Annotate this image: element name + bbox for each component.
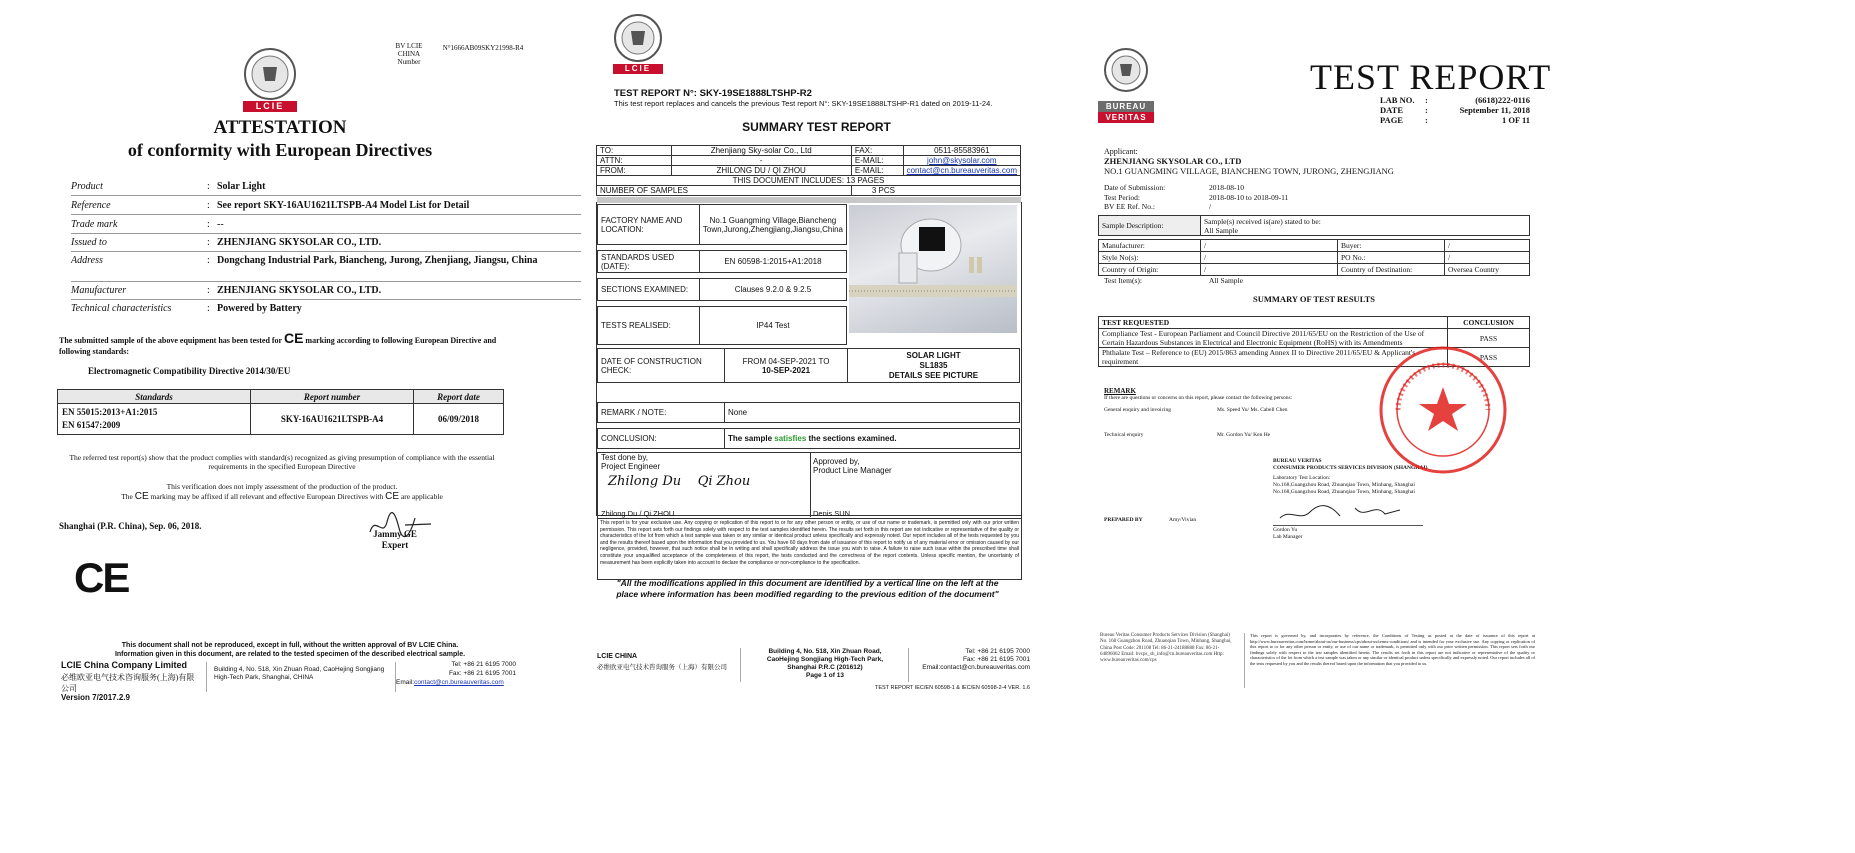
- product-photo: [849, 205, 1017, 333]
- p2-main-table: [597, 204, 847, 345]
- p3-applicant-name: ZHENJIANG SKYSOLAR CO., LTD: [1104, 156, 1242, 166]
- po-value: /: [1445, 252, 1530, 264]
- fax-label: FAX:: [851, 146, 903, 156]
- remark-label: REMARK / NOTE:: [598, 403, 725, 423]
- version: Version 7/2017.2.9: [61, 693, 130, 702]
- project-engineer-label: Project Engineer: [601, 462, 661, 471]
- report-date-cell: 06/09/2018: [414, 404, 504, 435]
- verification-line2b: marking may be affixed if all relevant and effective European Directives with: [150, 492, 384, 501]
- field-value: Dongchang Industrial Park, Biancheng, Jurong, Zhenjiang, Jiangsu, China: [217, 255, 538, 266]
- doc-label: DATE OF CONSTRUCTION CHECK:: [598, 349, 725, 383]
- result-1: PASS: [1448, 329, 1530, 348]
- ce-mark-inline-3: CE: [385, 491, 400, 502]
- remark-value: None: [725, 403, 1020, 423]
- p2-tel: Tel: +86 21 6195 7000: [965, 648, 1030, 655]
- product-line-2: SL1835: [919, 360, 948, 370]
- p2-summary-title: SUMMARY TEST REPORT: [742, 120, 891, 134]
- pages-line: THIS DOCUMENT INCLUDES: 13 PAGES: [597, 176, 1021, 186]
- attestation-title: ATTESTATION: [213, 117, 347, 138]
- technical-label: Technical enquiry: [1104, 432, 1144, 438]
- p2-logo: [613, 12, 663, 64]
- place-date: Shanghai (P.R. China), Sep. 06, 2018.: [59, 521, 202, 531]
- address-line-2: CaoHejing Songjiang High-Tech Park,: [766, 656, 884, 663]
- ce-mark-inline-2: CE: [134, 491, 149, 502]
- factory-label: FACTORY NAME AND LOCATION:: [598, 205, 700, 245]
- fax-value: 0511-85583961: [903, 146, 1020, 156]
- date-value: September 11, 2018: [1459, 105, 1530, 115]
- origin-label: Country of Origin:: [1099, 264, 1201, 276]
- product-info: [848, 349, 1020, 383]
- sections-label: SECTIONS EXAMINED:: [598, 279, 700, 301]
- footer-notice-1: This document shall not be reproduced, except in full, without the written approval of BV LCIE China.: [121, 642, 459, 649]
- email1-value[interactable]: john@skysolar.com: [927, 156, 997, 165]
- standard-2: EN 61547:2009: [62, 420, 121, 430]
- po-label: PO No.:: [1338, 252, 1445, 264]
- p3-logo-seal: [1103, 42, 1149, 100]
- lab-location-label: Laboratory Test Location:: [1273, 475, 1331, 481]
- p3-logo-bureau: BUREAU: [1098, 101, 1154, 112]
- email2-value[interactable]: contact@cn.bureauveritas.com: [906, 166, 1017, 175]
- verification-line2: [62, 491, 502, 502]
- p3-footer-left: Bureau Veritas Consumer Products Services Division (Shanghai) No. 168 Guangzhou Road, Zhuanqiao Town, Minhang, Shanghai, China Post Code: 201108 Tel: 86-21-24188888 Fax: 86-21-64896062 Email: bvcps_sh_info@cn.bureauveritas.com Http: www.bureauveritas.com/cps: [1100, 633, 1232, 664]
- manager-label: Product Line Manager: [813, 466, 892, 475]
- email2-label: E-MAIL:: [851, 166, 903, 176]
- field-value: ZHENJIANG SKYSOLAR CO., LTD.: [217, 285, 382, 296]
- p2-email-label: Email:: [922, 664, 941, 671]
- general-label: General enquiry and invoicing: [1104, 407, 1172, 413]
- p2-footer-company: LCIE CHINA: [597, 653, 638, 660]
- ref-value: /: [1209, 202, 1212, 211]
- p2-disclaimer: This report is for your exclusive use. Any copying or replication of this report to or for any other person or entity, or use of our name or trademark, is permitted only with our prior written permission. This report sets forth our findings solely with respect to the test samples identified herein. The results set forth in this report are not indicative or representative of the quality or characteristics of the lot from which a test sample was taken or any similar or identical product unless specifically and expressly noted. Our report includes all of the tests requested by you and the results thereof based upon the information that you provided to us. You have 60 days from date of issuance of this report to notify us of any material error or omission caused by our negligence, provided, however, that such notice shall be in writing and shall specifically address the issue you wish to raise. A failure to raise such issue within the prescribed time shall constitute your unqualified acceptance of the completeness of this report, the tests conducted and the correctness of the report contents. Unless specific mention, the uncertainty of measurement has been explicitly taken into account to declare the compliance or non-compliance to the specification.: [597, 518, 1022, 580]
- conclusion-satisfies: satisfies: [774, 434, 807, 443]
- buyer-value: /: [1445, 240, 1530, 252]
- p3-dates: [1104, 183, 1288, 212]
- tests-label: TESTS REALISED:: [598, 307, 700, 345]
- p3-bv-name: BUREAU VERITAS: [1273, 458, 1322, 464]
- sample-value-2: All Sample: [1204, 225, 1238, 235]
- doc-value: [725, 349, 848, 383]
- lab-no-label: LAB NO.: [1380, 95, 1415, 105]
- sample-value: [1201, 216, 1530, 236]
- header-meta-value: N°1666AB09SKY21998-R4: [442, 44, 524, 52]
- manufacturer-label: Manufacturer:: [1099, 240, 1201, 252]
- p3-prepared-label: PREPARED BY: [1104, 517, 1143, 523]
- footer-company: LCIE China Company Limited: [61, 660, 188, 670]
- verification-line2c: are applicable: [400, 492, 443, 501]
- period-label: Test Period:: [1104, 192, 1140, 202]
- field-label: Product: [71, 181, 103, 192]
- standards-value: EN 60598-1:2015+A1:2018: [699, 251, 846, 273]
- p3-remark-text: If there are questions or concerns on this report, please contact the following persons:: [1104, 395, 1293, 401]
- bureau-veritas-seal: [243, 47, 297, 101]
- from-value: ZHILONG DU / QI ZHOU: [671, 166, 851, 176]
- report-number-cell: SKY-16AU1621LTSPB-A4: [251, 404, 414, 435]
- p3-official-seal: [1378, 345, 1508, 475]
- attestation-page: LCIE BV LCIE CHINA Number N°1666AB09SKY21998-R4 ATTESTATION of conformity with European Directives Product : Solar Light Reference : See report SKY-16AU1621LTSPB-A4 Model List for Detail Trade mark : -- Issued to : ZHENJIANG SKYSOLAR CO., LTD. Address : Dongchang Industrial Park, Biancheng, Jurong, Zhenjiang, Jiangsu, China Manufacturer : ZHENJIANG SKYSOLAR CO., LTD. Technical characteristics : Powered by Battery The submitted sample of the above equipment has been tested for CE marking according to following European Directive and following standards: Electromagnetic Compatibility Directive 2014/30/EU Standards Report number Report date EN 55015:2013+A1:2015 EN 61547:2009 SKY-16AU1621LTSPB-A4 06/09/2018 The referred test report(s) show that the product complies with standard(s) recognized as giving presumption of compliance with the essential requirements in the specified European Directive This verification does not imply assessment of the production of the product. The CE marking may be affixed if all relevant and effective European Directives with CE are applicable Shanghai (P.R. China), Sep. 06, 2018. Jammy GE Expert CE This document shall not be reproduced, except in full, without the written approval of BV LCIE China. Information given in this document, are related to the tested specimen of the described electrical sample. LCIE China Company Limited 必维欧亚电气技术咨询服务(上海)有限公司 Building 4, No. 518, Xin Zhuan Road, CaoHejing Songjiang High-Tech Park, Shanghai, CHINA Tel: +86 21 6195 7000 Fax: +86 21 6195 7001 Email:contact@cn.bureauveritas.com Version 7/2017.2.9: [0, 0, 650, 853]
- p3-applicant-label: Applicant:: [1104, 147, 1138, 156]
- lcie-label: LCIE: [243, 101, 297, 112]
- directive-name: Electromagnetic Compatibility Directive 2014/30/EU: [88, 366, 291, 376]
- p3-prepared-value: Amy/Vivian: [1169, 517, 1197, 523]
- lab-address-2: No.168,Guangzhou Road, Zhuanqiao Town, Minhang, Shanghai: [1273, 489, 1415, 495]
- test-done: [601, 453, 660, 471]
- p3-bv-division: CONSUMER PRODUCTS SERVICES DIVISION (SHANGHAI): [1273, 465, 1428, 471]
- samples-label: NUMBER OF SAMPLES: [597, 186, 852, 196]
- col-standards: Standards: [58, 390, 251, 404]
- sample-label: Sample Description:: [1099, 216, 1201, 236]
- standard-1: EN 55015:2013+A1:2015: [62, 407, 158, 417]
- field-label: Address: [71, 255, 103, 266]
- sections-value: Clauses 9.2.0 & 9.2.5: [699, 279, 846, 301]
- conclusion-value: [725, 429, 1020, 449]
- test-2: Phthalate Test – Reference to (EU) 2015/863 amending Annex II to Directive 2011/65/EU & Applicant's requirement: [1099, 348, 1448, 367]
- samples-value: 3 PCS: [851, 186, 1020, 196]
- attn-label: ATTN:: [597, 156, 672, 166]
- signer-1: Zhilong Du / Qi ZHOU: [601, 509, 675, 518]
- email1-label: E-MAIL:: [851, 156, 903, 166]
- test-done-label: Test done by,: [601, 453, 648, 462]
- origin-value: /: [1201, 264, 1338, 276]
- tests-value: IP44 Test: [699, 307, 846, 345]
- statement-part1: The submitted sample of the above equipment has been tested for: [59, 336, 282, 345]
- header-meta-label: BV LCIE CHINA Number: [395, 42, 423, 66]
- conclusion-label: CONCLUSION:: [598, 429, 725, 449]
- p2-report-no: TEST REPORT N°: SKY-19SE1888LTSHP-R2: [614, 88, 812, 99]
- p3-footer-right: This report is governed by, and incorporates by reference, the Conditions of Testing as posted at the date of issuance of this report at http://www.bureauveritas.com/home/about-us/our-business/cps/about-us/terms-conditions/ and is intended for your exclusive use. Any copying or replication of this report to or for any other person or entity, or use of our name or trademark, is permitted only with our prior written permission. This report sets forth our findings solely with respect to the test samples identified herein. The results set forth in this report are not indicative or representative of the quality or characteristics of the lot from which a test sample was taken or any similar or identical product unless specifically and expressly noted. Our report includes all of the tests requested by you and the results thereof based upon the information that you provided to us.: [1250, 633, 1535, 666]
- ce-mark-inline: CE: [283, 330, 304, 346]
- submission-value: 2018-08-10: [1209, 183, 1244, 192]
- address-line-3: Shanghai P.R.C (201612): [787, 664, 863, 671]
- p3-general: [1104, 407, 1288, 413]
- footer-email: [396, 679, 526, 686]
- attestation-subtitle: of conformity with European Directives: [127, 140, 433, 160]
- p2-footer-contact: [910, 648, 1030, 672]
- doc-value-1: FROM 04-SEP-2021 TO: [742, 356, 830, 366]
- p2-lcie-label: LCIE: [613, 64, 663, 74]
- submission-label: Date of Submission:: [1104, 183, 1166, 192]
- p3-title: TEST REPORT: [1310, 57, 1552, 97]
- approved-by: [813, 457, 892, 475]
- field-label: Trade mark: [71, 219, 118, 230]
- footer-fax: Fax: +86 21 6195 7001: [448, 670, 516, 677]
- email-label: Email:: [396, 679, 415, 686]
- p2-footer-ref: TEST REPORT IEC/EN 60598-1 & IEC/EN 60598-2-4 VER. 1.6: [875, 685, 1030, 691]
- p3-items: [1104, 276, 1243, 285]
- field-value: ZHENJIANG SKYSOLAR CO., LTD.: [217, 237, 382, 248]
- verification-line1: This verification does not imply assessment of the production of the product.: [166, 482, 398, 491]
- footer-page-number: Page 1 of 13: [806, 672, 844, 679]
- sample-value-1: Sample(s) received is(are) stated to be:: [1204, 216, 1321, 226]
- lab-address-1: No.168,Guangzhou Road, Zhuanqiao Town, Minhang, Shanghai: [1273, 482, 1415, 488]
- p2-construction-table: [597, 348, 1020, 449]
- p3-signer-title: Lab Manager: [1273, 534, 1303, 540]
- footer-tel: Tel: +86 21 6195 7000: [451, 661, 516, 668]
- p3-logo-veritas: VERITAS: [1098, 112, 1154, 123]
- col-report-number: Report number: [251, 390, 414, 404]
- field-label: Technical characteristics: [71, 303, 172, 314]
- p3-meta: LAB NO. : (6618)222-0116 DATE : September 11, 2018 PAGE : 1 OF 11: [1380, 95, 1530, 125]
- p3-remark-title: REMARK: [1104, 387, 1136, 395]
- field-value: Solar Light: [217, 181, 266, 192]
- ref-label: BV EE Ref. No.:: [1104, 202, 1155, 211]
- page-label: PAGE: [1380, 115, 1403, 125]
- p3-lab-location: [1273, 475, 1415, 496]
- p3-signer-name: Gordon Yu: [1273, 527, 1298, 533]
- standards-cell: [58, 404, 251, 435]
- product-line-3: DETAILS SEE PICTURE: [888, 370, 979, 380]
- col-conclusion: CONCLUSION: [1448, 317, 1530, 329]
- p3-sample-table: [1098, 215, 1530, 276]
- to-value: Zhenjiang Sky-solar Co., Ltd: [671, 146, 851, 156]
- statement-part2: marking according to following European Directive and following standards:: [59, 336, 497, 356]
- signatory-name: Jammy GE: [373, 529, 417, 539]
- field-label: Issued to: [71, 237, 107, 248]
- result-2: PASS: [1448, 348, 1530, 367]
- buyer-label: Buyer:: [1338, 240, 1445, 252]
- footer-notice-2: Information given in this document, are related to the tested specimen of the described electrical sample.: [114, 651, 466, 658]
- destination-label: Country of Destination:: [1338, 264, 1445, 276]
- big-ce-mark: CE: [74, 554, 129, 601]
- email-link[interactable]: contact@cn.bureauveritas.com: [414, 679, 504, 686]
- destination-value: Oversea Country: [1445, 264, 1530, 276]
- product-line-1: SOLAR LIGHT: [906, 350, 961, 360]
- conclusion-a: The sample: [728, 434, 773, 443]
- factory-value: No.1 Guangming Village,Biancheng Town,Jurong,Zhengjiang,Jiangsu,China: [699, 205, 846, 245]
- attn-value: -: [671, 156, 851, 166]
- field-value: --: [217, 219, 224, 230]
- p2-footer-address: [745, 648, 905, 680]
- signatory-title: Expert: [381, 540, 409, 550]
- engineer-signature: Zhilong Du Qi Zhou: [608, 474, 751, 489]
- p3-technical: [1104, 432, 1270, 438]
- p2-modification-note: "All the modifications applied in this document are identified by a vertical line on the left at the place where information has been modified regarding to the previous edition of the document": [616, 578, 999, 599]
- to-label: TO:: [597, 146, 672, 156]
- manufacturer-value: /: [1201, 240, 1338, 252]
- p2-header-table: [596, 145, 1021, 196]
- footer-address: Building 4, No. 518, Xin Zhuan Road, CaoHejing Songjiang High-Tech Park, Shanghai, CHINA: [214, 666, 385, 681]
- items-label: Test Item(s):: [1104, 276, 1143, 285]
- items-value: All Sample: [1209, 276, 1243, 285]
- test-1: Compliance Test - European Parliament and Council Directive 2011/65/EU on the Restriction of the Use of Certain Hazardous Substances in Electrical and Electronic Equipment (RoHS) with its Amendments: [1099, 329, 1448, 348]
- date-label: DATE: [1380, 105, 1403, 115]
- period-value: 2018-08-10 to 2018-09-11: [1209, 192, 1289, 202]
- col-report-date: Report date: [414, 390, 504, 404]
- field-value: See report SKY-16AU1621LTSPB-A4 Model List for Detail: [217, 200, 470, 211]
- signer-2: Denis SUN: [813, 509, 851, 518]
- style-label: Style No(s):: [1099, 252, 1201, 264]
- standards-table: [57, 389, 504, 435]
- verification-line2a: The: [121, 492, 133, 501]
- field-label: Manufacturer: [71, 285, 127, 296]
- p3-summary-title: SUMMARY OF TEST RESULTS: [1253, 294, 1375, 304]
- field-value: Powered by Battery: [217, 303, 302, 314]
- p2-footer-cn: 必维欧亚电气技术咨询服务（上海）有限公司: [597, 664, 727, 671]
- lab-no-value: (6618)222-0116: [1475, 95, 1530, 105]
- p2-fax: Fax: +86 21 6195 7001: [962, 656, 1030, 663]
- from-label: FROM:: [597, 166, 672, 176]
- page-value: 1 OF 11: [1501, 115, 1530, 125]
- standards-label: STANDARDS USED (DATE):: [598, 251, 700, 273]
- tested-statement: [59, 330, 529, 357]
- p3-signature: [1275, 500, 1405, 525]
- address-line-1: Building 4, No. 518, Xin Zhuan Road,: [768, 648, 882, 655]
- col-test-requested: TEST REQUESTED: [1099, 317, 1448, 329]
- p2-email-link[interactable]: contact@cn.bureauveritas.com: [940, 664, 1030, 671]
- technical-value: Mr. Gordon Yu/ Ken He: [1217, 432, 1271, 438]
- footer-company-cn: 必维欧亚电气技术咨询服务(上海)有限公司: [61, 673, 195, 693]
- doc-value-2: 10-SEP-2021: [761, 365, 811, 375]
- p3-applicant-address: NO.1 GUANGMING VILLAGE, BIANCHENG TOWN, JURONG, ZHENGJIANG: [1104, 166, 1394, 176]
- approved-label: Approved by,: [813, 457, 860, 466]
- p2-replaces: This test report replaces and cancels the previous Test report N°: SKY-19SE1888LTSHP-R1 dated on 2019-11-24.: [614, 99, 993, 108]
- field-label: Reference: [71, 200, 111, 211]
- general-value: Ms. Speed Yu/ Ms. Cabell Chen: [1217, 407, 1288, 413]
- conclusion-c: the sections examined.: [808, 434, 897, 443]
- referred-text: The referred test report(s) show that the product complies with standard(s) recognized as giving presumption of compliance with the essential requirements in the specified European Directive: [69, 453, 495, 471]
- style-value: /: [1201, 252, 1338, 264]
